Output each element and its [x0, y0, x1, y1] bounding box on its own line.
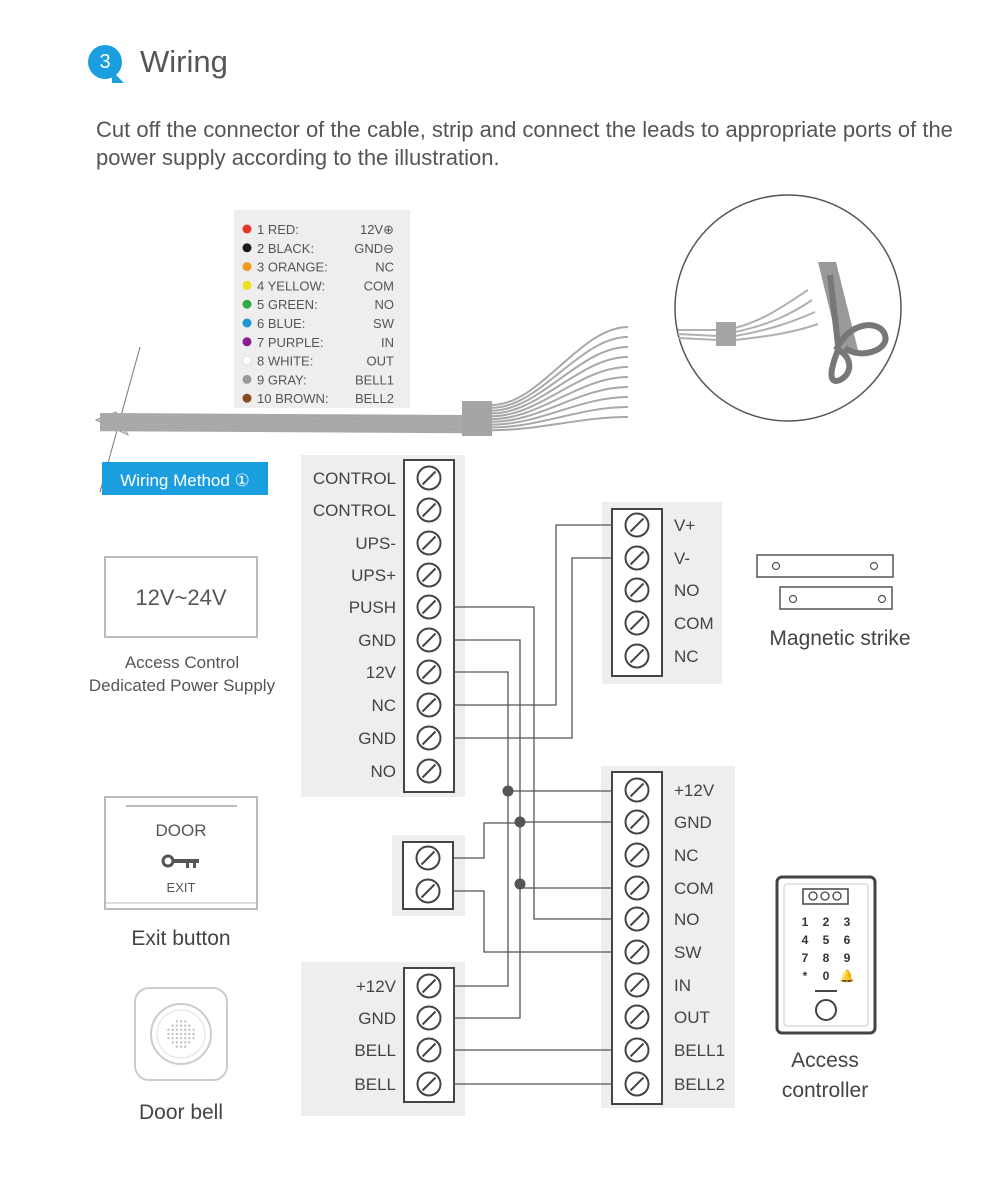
- legend-wire-label: 5 GREEN:: [257, 297, 318, 313]
- power-supply-caption-2: Dedicated Power Supply: [88, 676, 276, 695]
- legend-wire-signal: BELL2: [354, 391, 394, 407]
- terminal-label: NC: [674, 846, 699, 865]
- exit-button-device: [105, 797, 257, 950]
- terminal-screw: [418, 694, 441, 717]
- terminal-screw: [418, 727, 441, 750]
- legend-wire-signal: NC: [375, 259, 394, 275]
- terminal-label: UPS+: [351, 566, 396, 585]
- legend-wire-label: 3 ORANGE:: [257, 259, 328, 275]
- wire-color-swatch: [243, 225, 252, 234]
- wire-color-swatch: [243, 337, 252, 346]
- legend-wire-label: 1 RED:: [257, 222, 299, 237]
- terminal-screw: [418, 1039, 441, 1062]
- terminal-label: +12V: [355, 977, 396, 996]
- keypad-key: 7: [801, 951, 809, 965]
- terminal-label: IN: [674, 976, 691, 995]
- legend-wire-signal: OUT: [366, 353, 394, 369]
- terminal-label: GND: [674, 813, 712, 832]
- junction-dots: [503, 786, 526, 890]
- terminal-label: CONTROL: [312, 469, 396, 488]
- terminal-label: NC: [674, 647, 699, 666]
- terminal-label: +12V: [674, 781, 715, 800]
- wire-color-swatch: [243, 356, 252, 365]
- terminal-label: NO: [674, 581, 700, 600]
- cut-cable-illustration: [675, 195, 901, 421]
- terminal-screw: [418, 564, 441, 587]
- terminal-screw: [626, 844, 649, 867]
- door-bell-caption: Door bell: [138, 1101, 224, 1124]
- terminal-label: OUT: [674, 1008, 710, 1027]
- legend-wire-label: 4 YELLOW:: [257, 278, 326, 294]
- keypad-key: 1: [801, 915, 809, 929]
- wire-color-swatch: [243, 300, 252, 309]
- section-title: Wiring: [140, 44, 228, 79]
- legend-wire-label: 10 BROWN:: [257, 391, 329, 407]
- wire-color-swatch: [243, 262, 252, 271]
- terminal-screw: [626, 612, 649, 635]
- wiring-method-text: Wiring Method ①: [120, 471, 250, 490]
- legend-wire-label: 6 BLUE:: [257, 316, 306, 331]
- section-number: 3: [88, 45, 122, 79]
- terminal-label: COM: [674, 614, 714, 633]
- terminal-label: V-: [674, 549, 691, 568]
- terminal-screw: [418, 1007, 441, 1030]
- terminal-label: BELL2: [674, 1075, 726, 1094]
- power-supply-terminal-block: [301, 455, 465, 797]
- terminal-label: V+: [674, 516, 696, 535]
- exit-button-door-text: DOOR: [155, 821, 207, 840]
- legend-wire-signal: COM: [363, 278, 394, 294]
- terminal-screw: [417, 847, 440, 870]
- power-supply-caption-1: Access Control: [124, 653, 240, 672]
- door-bell-terminal-block: [301, 962, 465, 1116]
- access-controller-terminal-block: [601, 766, 735, 1108]
- terminal-label: GND: [358, 631, 396, 650]
- terminal-screw: [626, 1073, 649, 1096]
- keypad-key: *: [802, 969, 808, 983]
- terminal-screw: [626, 908, 649, 931]
- legend-row: [243, 391, 395, 406]
- wire-color-swatch: [243, 394, 252, 403]
- wire-color-swatch: [243, 281, 252, 290]
- power-supply-voltage: 12V~24V: [135, 585, 227, 610]
- keypad-key: 0: [822, 969, 830, 983]
- keypad-key: 8: [822, 951, 830, 965]
- access-controller-device: [777, 877, 875, 1102]
- terminal-screw: [418, 596, 441, 619]
- terminal-screw: [418, 1073, 441, 1096]
- terminal-screw: [626, 811, 649, 834]
- legend-wire-signal: SW: [373, 316, 394, 331]
- fingerprint-sensor: [816, 1000, 836, 1020]
- terminal-screw: [418, 467, 441, 490]
- legend-wire-label: 2 BLACK:: [257, 240, 315, 256]
- terminal-label: BELL1: [674, 1041, 726, 1060]
- terminal-screw: [626, 974, 649, 997]
- terminal-screw: [626, 645, 649, 668]
- terminal-label: GND: [358, 729, 396, 748]
- connection-wires: [454, 525, 612, 1084]
- legend-wire-signal: GND⊖: [354, 240, 394, 256]
- terminal-screw: [626, 941, 649, 964]
- door-bell-device: [135, 988, 227, 1124]
- exit-button-caption: Exit button: [131, 927, 231, 950]
- exit-button-exit-text: EXIT: [166, 880, 196, 895]
- terminal-screw: [626, 877, 649, 900]
- terminal-label: NO: [674, 910, 700, 929]
- legend-wire-signal: BELL1: [354, 372, 394, 388]
- wiring-method-label: [102, 462, 268, 495]
- wire-color-swatch: [243, 319, 252, 328]
- terminal-screw: [418, 661, 441, 684]
- legend-wire-label: 8 WHITE:: [257, 353, 314, 369]
- exit-button-terminal-block: [392, 835, 465, 916]
- keypad-key: 4: [801, 933, 809, 947]
- junction-dot: [515, 879, 526, 890]
- keypad-key: 🔔: [839, 969, 855, 983]
- terminal-label: BELL: [354, 1075, 396, 1094]
- terminal-label: PUSH: [348, 598, 396, 617]
- terminal-label: CONTROL: [312, 501, 396, 520]
- power-supply-device: [89, 557, 276, 695]
- access-controller-caption-2: controller: [781, 1079, 869, 1102]
- terminal-screw: [418, 499, 441, 522]
- cable-sleeve: [462, 401, 492, 436]
- terminal-screw: [626, 1006, 649, 1029]
- terminal-label: BELL: [354, 1041, 396, 1060]
- wire-color-swatch: [243, 375, 252, 384]
- keypad-key: 6: [843, 933, 851, 947]
- terminal-label: 12V: [365, 663, 396, 682]
- terminal-label: SW: [674, 943, 702, 962]
- keypad-key: 9: [843, 951, 851, 965]
- terminal-screw: [417, 880, 440, 903]
- keypad-key: 5: [822, 933, 830, 947]
- terminal-screw: [418, 760, 441, 783]
- magnetic-strike-caption: Magnetic strike: [769, 627, 911, 650]
- access-controller-caption-1: Access: [791, 1049, 859, 1072]
- terminal-screw: [626, 514, 649, 537]
- terminal-label: COM: [674, 879, 714, 898]
- terminal-screw: [626, 579, 649, 602]
- terminal-screw: [626, 1039, 649, 1062]
- legend-wire-label: 9 GRAY:: [257, 372, 307, 388]
- junction-dot: [503, 786, 514, 797]
- legend-wire-signal: IN: [381, 334, 394, 350]
- terminal-label: UPS-: [355, 534, 396, 553]
- junction-dot: [515, 817, 526, 828]
- terminal-label: GND: [358, 1009, 396, 1028]
- terminal-label: NO: [370, 762, 396, 781]
- keypad-key: 3: [843, 915, 851, 929]
- legend-wire-signal: NO: [374, 297, 394, 313]
- terminal-screw: [626, 779, 649, 802]
- magnetic-strike-device: [757, 555, 911, 650]
- legend-wire-label: 7 PURPLE:: [257, 334, 324, 350]
- terminal-screw: [418, 532, 441, 555]
- wire-color-legend: [234, 210, 410, 408]
- legend-wire-signal: 12V⊕: [359, 222, 394, 237]
- terminal-screw: [418, 629, 441, 652]
- intro-text: Cut off the connector of the cable, strip and connect the leads to appropriate ports of the power supply according to the illustration.: [96, 117, 953, 170]
- terminal-screw: [418, 975, 441, 998]
- keypad-key: 2: [822, 915, 830, 929]
- terminal-label: NC: [371, 696, 396, 715]
- legend-row: [243, 278, 395, 293]
- wire-color-swatch: [243, 243, 252, 252]
- magnetic-strike-terminal-block: [602, 502, 722, 684]
- terminal-screw: [626, 547, 649, 570]
